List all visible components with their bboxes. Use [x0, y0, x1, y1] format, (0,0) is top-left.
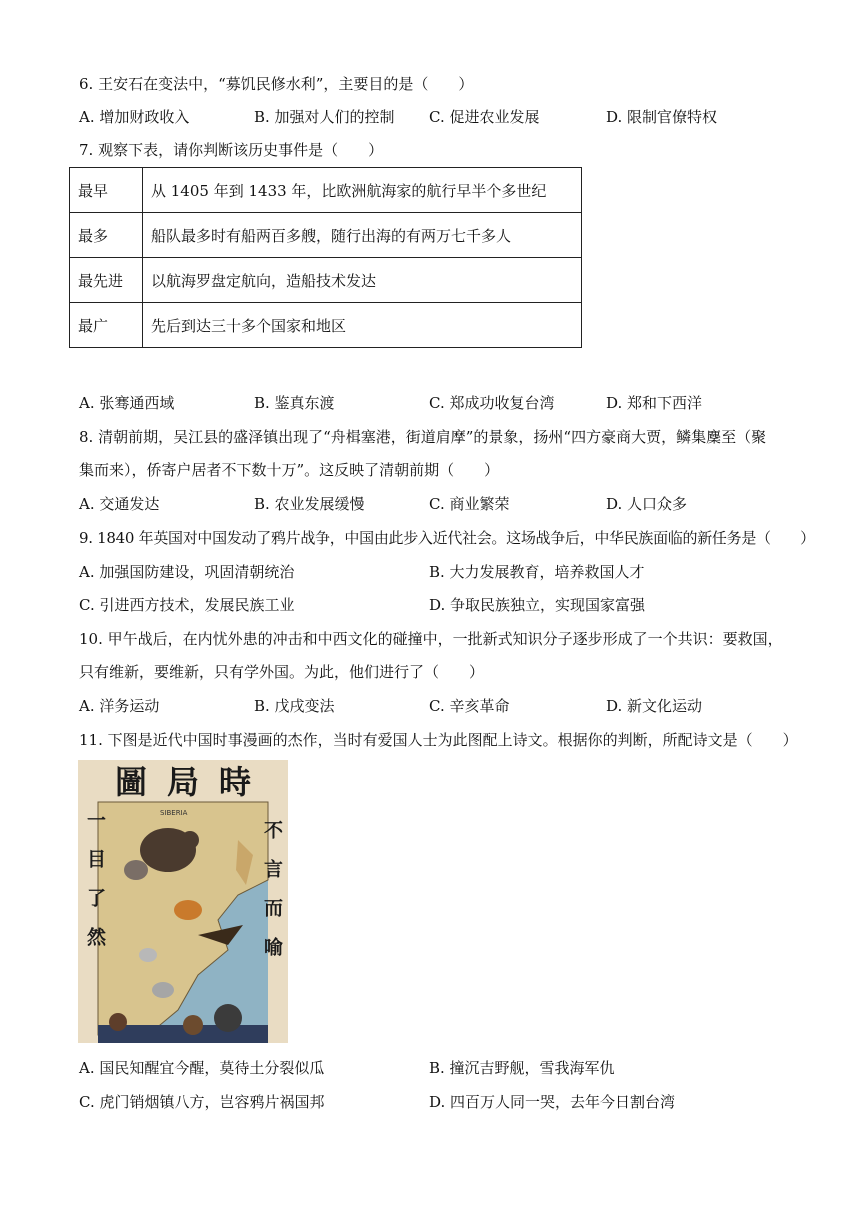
table-row	[70, 213, 582, 258]
cartoon-title-char: 局	[166, 763, 199, 801]
question-8-stem-line1: 8. 清朝前期，吴江县的盛泽镇出现了“舟楫塞港，街道肩摩”的景象，扬州“四方豪商大贾，鳞集麇至（聚	[79, 428, 767, 446]
map-label-siberia: SIBERIA	[160, 809, 188, 817]
cartoon-title-char: 圖	[114, 763, 147, 801]
q8-option-d[interactable]: D. 人口众多	[606, 495, 688, 513]
table-value: 从 1405 年到 1433 年，比欧洲航海家的航行早半个多世纪	[143, 168, 582, 213]
table-value: 以航海罗盘定航向，造船技术发达	[143, 258, 582, 303]
question-8-options	[79, 494, 779, 514]
question-6-options	[79, 107, 779, 127]
q11-option-b[interactable]: B. 撞沉吉野舰，雪我海军仇	[429, 1059, 615, 1077]
question-9-stem: 9. 1840 年英国对中国发动了鸦片战争，中国由此步入近代社会。这场战争后，中华民族面临的新任务是（ ）	[79, 529, 815, 547]
q8-option-a[interactable]: A. 交通发达	[79, 495, 160, 513]
q9-option-a[interactable]: A. 加强国防建设，巩固清朝统治	[79, 563, 295, 581]
cartoon-left-text: 一目了然	[84, 810, 106, 966]
question-8-stem-line2: 集而来），侨寄户居者不下数十万”。这反映了清朝前期（ ）	[79, 461, 500, 479]
question-10-stem-line1: 10. 甲午战后，在内忧外患的冲击和中西文化的碰撞中，一批新式知识分子逐步形成了一个共识：要救国，	[79, 630, 783, 648]
q9-option-b[interactable]: B. 大力发展教育，培养救国人才	[429, 563, 645, 581]
q7-option-a[interactable]: A. 张骞通西域	[79, 394, 175, 412]
q7-table	[69, 167, 582, 348]
table-value: 船队最多时有船两百多艘，随行出海的有两万七千多人	[143, 213, 582, 258]
question-7-options	[79, 393, 779, 413]
question-7-stem: 7. 观察下表，请你判断该历史事件是（ ）	[79, 141, 384, 159]
q11-option-d[interactable]: D. 四百万人同一哭，去年今日割台湾	[429, 1093, 676, 1111]
table-key: 最广	[70, 303, 143, 348]
table-key: 最早	[70, 168, 143, 213]
table-row	[70, 303, 582, 348]
question-9-options-row2	[79, 595, 779, 615]
q9-option-c[interactable]: C. 引进西方技术，发展民族工业	[79, 596, 295, 614]
q7-option-b[interactable]: B. 鉴真东渡	[254, 394, 335, 412]
question-11-options-row1	[79, 1058, 779, 1078]
cartoon-map-illustration	[78, 760, 288, 1043]
question-6-stem: 6. 王安石在变法中，“募饥民修水利”，主要目的是（ ）	[79, 75, 474, 93]
question-11-stem: 11. 下图是近代中国时事漫画的杰作，当时有爱国人士为此图配上诗文。根据你的判断，所配诗文是（ ）	[79, 731, 798, 749]
q6-option-b[interactable]: B. 加强对人们的控制	[254, 108, 395, 126]
question-11-options-row2	[79, 1092, 779, 1112]
table-key: 最多	[70, 213, 143, 258]
current-situation-cartoon	[78, 760, 288, 1043]
table-value: 先后到达三十多个国家和地区	[143, 303, 582, 348]
q6-option-d[interactable]: D. 限制官僚特权	[606, 108, 718, 126]
q9-option-d[interactable]: D. 争取民族独立，实现国家富强	[429, 596, 646, 614]
q7-option-c[interactable]: C. 郑成功收复台湾	[429, 394, 555, 412]
question-10-stem-line2: 只有维新，要维新，只有学外国。为此，他们进行了（ ）	[79, 663, 485, 681]
table-row	[70, 168, 582, 213]
table-row	[70, 258, 582, 303]
q11-option-a[interactable]: A. 国民知醒宜今醒，莫待土分裂似瓜	[79, 1059, 325, 1077]
question-10-options	[79, 696, 779, 716]
q11-option-c[interactable]: C. 虎门销烟镇八方，岂容鸦片祸国邦	[79, 1093, 325, 1111]
cartoon-right-text: 不言而喻	[261, 820, 283, 976]
cartoon-title-char: 時	[219, 763, 252, 801]
q6-option-c[interactable]: C. 促进农业发展	[429, 108, 540, 126]
q10-option-c[interactable]: C. 辛亥革命	[429, 697, 510, 715]
q8-option-c[interactable]: C. 商业繁荣	[429, 495, 510, 513]
question-9-options-row1	[79, 562, 779, 582]
q7-option-d[interactable]: D. 郑和下西洋	[606, 394, 703, 412]
q6-option-a[interactable]: A. 增加财政收入	[79, 108, 190, 126]
table-key: 最先进	[70, 258, 143, 303]
q10-option-b[interactable]: B. 戊戌变法	[254, 697, 335, 715]
q10-option-a[interactable]: A. 洋务运动	[79, 697, 160, 715]
q10-option-d[interactable]: D. 新文化运动	[606, 697, 703, 715]
q8-option-b[interactable]: B. 农业发展缓慢	[254, 495, 365, 513]
